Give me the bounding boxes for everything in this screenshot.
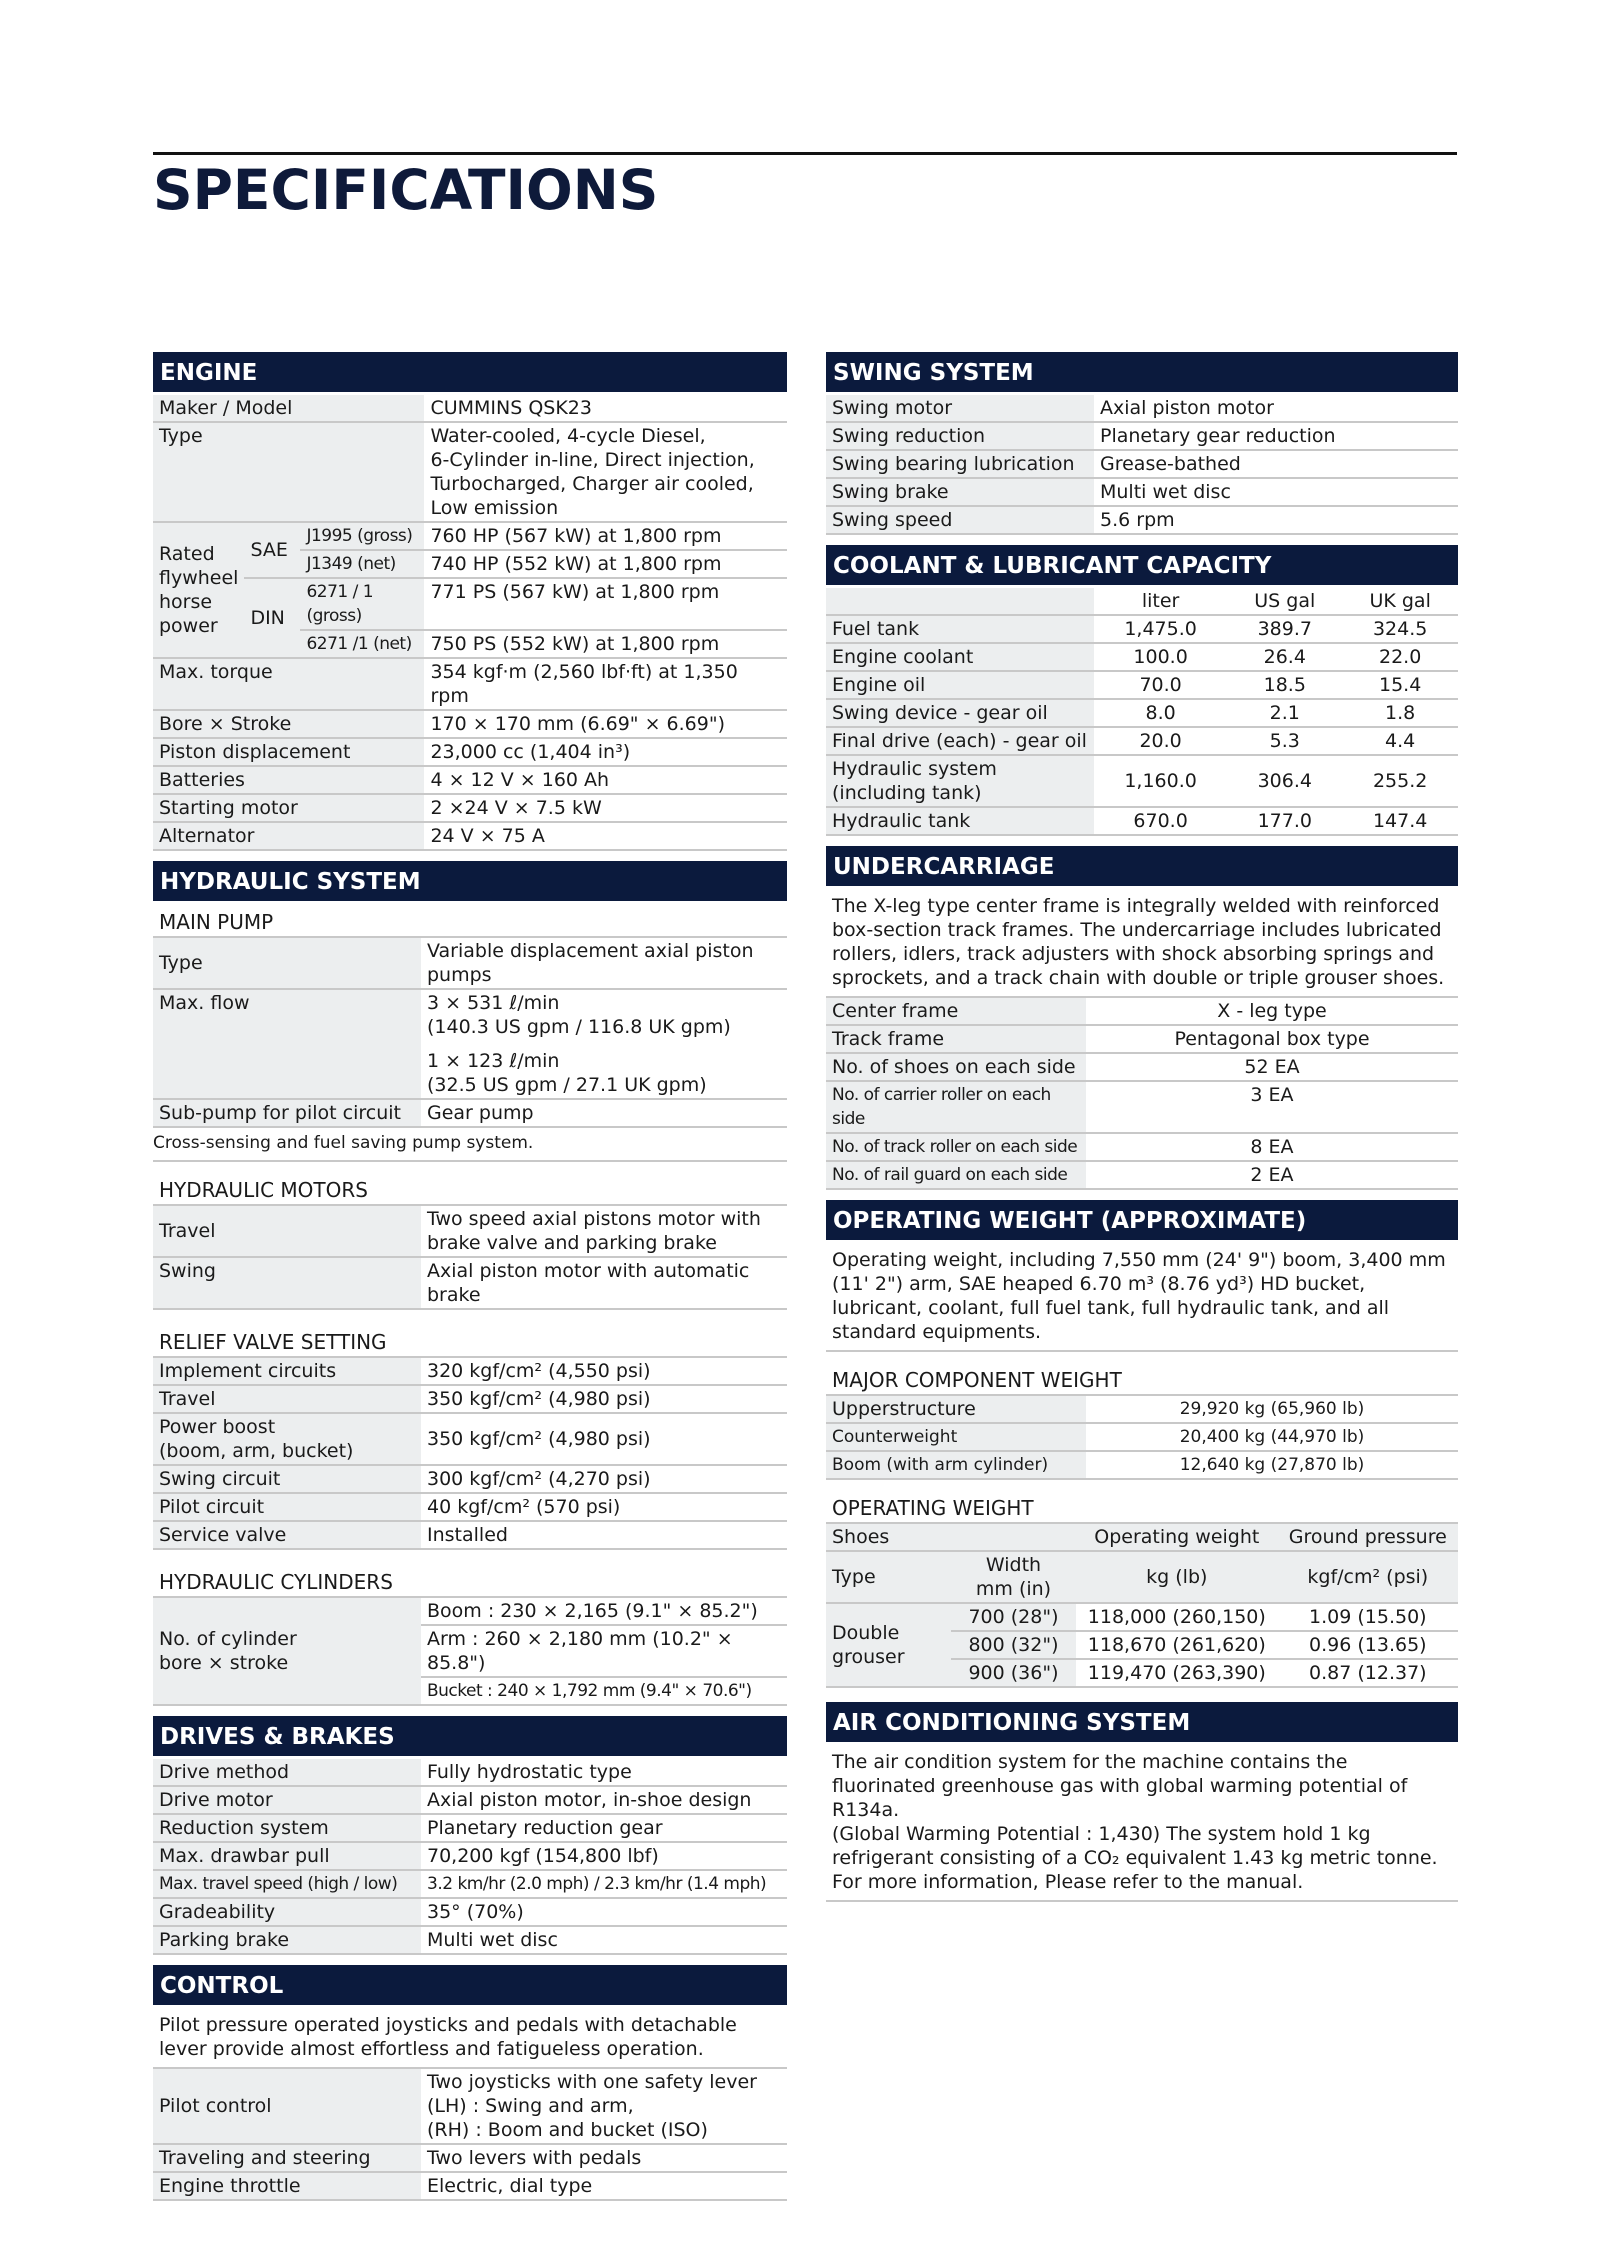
operating-weight-table (826, 1524, 1458, 1688)
cell: 1.8 (1342, 699, 1458, 727)
spec-label: Starting motor (153, 794, 424, 822)
right-column (826, 352, 1458, 1902)
cylinders-table (153, 1598, 787, 1706)
spec-label: Bore × Stroke (153, 710, 424, 738)
cell: 5.3 (1227, 727, 1342, 755)
spec-label: Engine coolant (826, 643, 1094, 671)
col-header: kgf/cm² (psi) (1278, 1551, 1458, 1603)
top-rule (153, 152, 1457, 155)
spec-label: Final drive (each) - gear oil (826, 727, 1094, 755)
spec-label: Gradeability (153, 1898, 421, 1926)
cell: 306.4 (1227, 755, 1342, 807)
cell: 15.4 (1342, 671, 1458, 699)
spec-value: 20,400 kg (44,970 lb) (1086, 1423, 1458, 1451)
undercarriage-header: UNDERCARRIAGE (826, 846, 1458, 886)
spec-value: 170 × 170 mm (6.69" × 6.69") (424, 710, 787, 738)
spec-label: Sub-pump for pilot circuit (153, 1099, 421, 1127)
col-header: Type (826, 1551, 951, 1603)
spec-value: 2 ×24 V × 7.5 kW (424, 794, 787, 822)
spec-value: 52 EA (1086, 1053, 1458, 1081)
spec-label: Max. flow (153, 989, 421, 1099)
cell: 177.0 (1227, 807, 1342, 835)
cell: 20.0 (1094, 727, 1227, 755)
col-header: kg (lb) (1076, 1551, 1278, 1603)
page-title: SPECIFICATIONS (153, 158, 659, 222)
pump-note: Cross-sensing and fuel saving pump system. (153, 1128, 787, 1162)
spec-label: Drive method (153, 1759, 421, 1786)
spec-value: 24 V × 75 A (424, 822, 787, 850)
spec-value: Fully hydrostatic type (421, 1759, 787, 1786)
spec-value: Multi wet disc (1094, 478, 1458, 506)
spec-value: Gear pump (421, 1099, 787, 1127)
spec-label: Swing circuit (153, 1465, 421, 1493)
motors-table (153, 1206, 787, 1310)
power-std: 6271 /1 (net) (300, 630, 424, 658)
main-pump-title: MAIN PUMP (153, 904, 787, 938)
power-std: J1349 (net) (300, 550, 424, 578)
spec-value: 350 kgf/cm² (4,980 psi) (421, 1413, 787, 1465)
spec-label: Swing motor (826, 395, 1094, 422)
spec-label: Center frame (826, 998, 1086, 1025)
spec-label: Engine throttle (153, 2172, 421, 2200)
spec-value: 8 EA (1086, 1133, 1458, 1161)
cell: 1,475.0 (1094, 615, 1227, 643)
cell: 118,000 (260,150) (1076, 1603, 1278, 1631)
spec-label: Swing device - gear oil (826, 699, 1094, 727)
cell: 119,470 (263,390) (1076, 1659, 1278, 1687)
spec-value: Multi wet disc (421, 1926, 787, 1954)
spec-label: Alternator (153, 822, 424, 850)
relief-table (153, 1358, 787, 1550)
undercarriage-description: The X-leg type center frame is integrally welded with reinforced box-section track frames. The undercarriage includes lubricated rollers, idlers, track adjusters with shock absorbing springs and sprockets, and a track chain with double or triple grouser shoes. (826, 889, 1458, 998)
spec-value: 354 kgf·m (2,560 lbf·ft) at 1,350 rpm (424, 658, 787, 710)
spec-value: 3 EA (1086, 1081, 1458, 1133)
coolant-header: COOLANT & LUBRICANT CAPACITY (826, 545, 1458, 585)
cell: 2.1 (1227, 699, 1342, 727)
engine-type-value: Water-cooled, 4-cycle Diesel, 6-Cylinder in-line, Direct injection, Turbocharged, Charger air cooled, Low emission (424, 422, 787, 522)
spec-label: Pilot circuit (153, 1493, 421, 1521)
cylinder-value: Bucket : 240 × 1,792 mm (9.4" × 70.6") (421, 1677, 787, 1705)
cell: 389.7 (1227, 615, 1342, 643)
drives-header: DRIVES & BRAKES (153, 1716, 787, 1756)
spec-value: Electric, dial type (421, 2172, 787, 2200)
cell: 22.0 (1342, 643, 1458, 671)
cell: 26.4 (1227, 643, 1342, 671)
spec-value: Two speed axial pistons motor with brake valve and parking brake (421, 1206, 787, 1257)
cylinder-value: Arm : 260 × 2,180 mm (10.2" × 85.8") (421, 1625, 787, 1677)
spec-label: Swing (153, 1257, 421, 1309)
spec-value: 40 kgf/cm² (570 psi) (421, 1493, 787, 1521)
spec-value: Variable displacement axial piston pumps (421, 938, 787, 989)
shoe-type: Double grouser (826, 1603, 951, 1687)
spec-value: 350 kgf/cm² (4,980 psi) (421, 1385, 787, 1413)
swing-table (826, 395, 1458, 535)
max-flow-value: 3 × 531 ℓ/min (140.3 US gpm / 116.8 UK gpm) 1 × 123 ℓ/min (32.5 US gpm / 27.1 UK gpm) (421, 989, 787, 1099)
engine-type-label: Type (153, 422, 424, 522)
spec-label: Engine oil (826, 671, 1094, 699)
cylinder-value: Boom : 230 × 2,165 (9.1" × 85.2") (421, 1598, 787, 1625)
cell: 0.96 (13.65) (1278, 1631, 1458, 1659)
power-value: 771 PS (567 kW) at 1,800 rpm (424, 578, 787, 630)
spec-label: Hydraulic system (including tank) (826, 755, 1094, 807)
spec-label: Upperstructure (826, 1396, 1086, 1423)
spec-label: Swing speed (826, 506, 1094, 534)
spec-value: 4 × 12 V × 160 Ah (424, 766, 787, 794)
rated-power-label: Rated flywheel horse power (153, 522, 244, 658)
main-pump-table (153, 938, 787, 1128)
cell: 1,160.0 (1094, 755, 1227, 807)
spec-label: Type (153, 938, 421, 989)
cell: 900 (36") (951, 1659, 1076, 1687)
control-header: CONTROL (153, 1965, 787, 2005)
spec-value: Grease-bathed (1094, 450, 1458, 478)
cell: 147.4 (1342, 807, 1458, 835)
spec-label: Batteries (153, 766, 424, 794)
spec-label: Travel (153, 1385, 421, 1413)
spec-label: Swing brake (826, 478, 1094, 506)
engine-table (153, 395, 787, 851)
spec-label: Implement circuits (153, 1358, 421, 1385)
control-table (153, 2069, 787, 2201)
spec-label: Reduction system (153, 1814, 421, 1842)
operating-weight-title: OPERATING WEIGHT (826, 1490, 1458, 1524)
spec-value: Two levers with pedals (421, 2144, 787, 2172)
cell: 800 (32") (951, 1631, 1076, 1659)
spec-value: 23,000 cc (1,404 in³) (424, 738, 787, 766)
spec-value: Planetary reduction gear (421, 1814, 787, 1842)
power-value: 750 PS (552 kW) at 1,800 rpm (424, 630, 787, 658)
spec-value: Axial piston motor, in-shoe design (421, 1786, 787, 1814)
spec-label: Max. travel speed (high / low) (153, 1870, 421, 1898)
spec-value: 3.2 km/hr (2.0 mph) / 2.3 km/hr (1.4 mph) (421, 1870, 787, 1898)
spec-value: 12,640 kg (27,870 lb) (1086, 1451, 1458, 1479)
cell: 4.4 (1342, 727, 1458, 755)
relief-title: RELIEF VALVE SETTING (153, 1324, 787, 1358)
spec-label: Swing bearing lubrication (826, 450, 1094, 478)
cell: 18.5 (1227, 671, 1342, 699)
spec-label: No. of shoes on each side (826, 1053, 1086, 1081)
coolant-table (826, 588, 1458, 836)
undercarriage-table (826, 998, 1458, 1190)
cell: 0.87 (12.37) (1278, 1659, 1458, 1687)
engine-maker-value: CUMMINS QSK23 (424, 395, 787, 422)
swing-header: SWING SYSTEM (826, 352, 1458, 392)
unit-header: liter (1094, 588, 1227, 615)
spec-value: 2 EA (1086, 1161, 1458, 1189)
cell: 670.0 (1094, 807, 1227, 835)
major-component-title: MAJOR COMPONENT WEIGHT (826, 1362, 1458, 1396)
spec-label: Swing reduction (826, 422, 1094, 450)
spec-label: No. of track roller on each side (826, 1133, 1086, 1161)
power-std: J1995 (gross) (300, 522, 424, 550)
spec-label: Traveling and steering (153, 2144, 421, 2172)
drives-table (153, 1759, 787, 1955)
spec-value: Installed (421, 1521, 787, 1549)
unit-header: UK gal (1342, 588, 1458, 615)
cell: 118,670 (261,620) (1076, 1631, 1278, 1659)
spec-value: Axial piston motor (1094, 395, 1458, 422)
spec-value: Pentagonal box type (1086, 1025, 1458, 1053)
spec-value: 70,200 kgf (154,800 lbf) (421, 1842, 787, 1870)
spec-label: Max. drawbar pull (153, 1842, 421, 1870)
col-header: Shoes (826, 1524, 1076, 1551)
spec-value: 35° (70%) (421, 1898, 787, 1926)
spec-value: 29,920 kg (65,960 lb) (1086, 1396, 1458, 1423)
operating-weight-header: OPERATING WEIGHT (APPROXIMATE) (826, 1200, 1458, 1240)
spec-label: No. of rail guard on each side (826, 1161, 1086, 1189)
left-column (153, 352, 787, 2201)
spec-label: Travel (153, 1206, 421, 1257)
control-description: Pilot pressure operated joysticks and pedals with detachable lever provide almost effortless and fatigueless operation. (153, 2008, 787, 2069)
cell: 8.0 (1094, 699, 1227, 727)
cell: 324.5 (1342, 615, 1458, 643)
spec-value: 300 kgf/cm² (4,270 psi) (421, 1465, 787, 1493)
cell: 100.0 (1094, 643, 1227, 671)
cylinders-title: HYDRAULIC CYLINDERS (153, 1564, 787, 1598)
cell: 1.09 (15.50) (1278, 1603, 1458, 1631)
spec-label: Track frame (826, 1025, 1086, 1053)
spec-label: Counterweight (826, 1423, 1086, 1451)
spec-label: Service valve (153, 1521, 421, 1549)
power-value: 740 HP (552 kW) at 1,800 rpm (424, 550, 787, 578)
spec-value: 320 kgf/cm² (4,550 psi) (421, 1358, 787, 1385)
motors-title: HYDRAULIC MOTORS (153, 1172, 787, 1206)
spec-label: Power boost (boom, arm, bucket) (153, 1413, 421, 1465)
hydraulic-header: HYDRAULIC SYSTEM (153, 861, 787, 901)
spec-label: Pilot control (153, 2069, 421, 2144)
aircon-description: The air condition system for the machine contains the fluorinated greenhouse gas with global warming potential of R134a. (Global Warming Potential : 1,430) The system hold 1 kg refrigerant consisting of a CO₂ equivalent 1.43 kg metric tonne. For more information, Please refer to the manual. (826, 1745, 1458, 1902)
col-header: Ground pressure (1278, 1524, 1458, 1551)
spec-label: Hydraulic tank (826, 807, 1094, 835)
operating-weight-description: Operating weight, including 7,550 mm (24' 9") boom, 3,400 mm (11' 2") arm, SAE heaped 6.70 m³ (8.76 yd³) HD bucket, lubricant, coolant, full fuel tank, full hydraulic tank, and all standard equipments. (826, 1243, 1458, 1352)
major-component-table (826, 1396, 1458, 1480)
power-std: 6271 / 1 (gross) (300, 578, 424, 630)
spec-value: X - leg type (1086, 998, 1458, 1025)
spec-label: No. of cylinder bore × stroke (153, 1598, 421, 1705)
col-header: Operating weight (1076, 1524, 1278, 1551)
sae-label: SAE (244, 522, 300, 578)
spec-label: Fuel tank (826, 615, 1094, 643)
din-label: DIN (244, 578, 300, 658)
unit-header: US gal (1227, 588, 1342, 615)
spec-label: Boom (with arm cylinder) (826, 1451, 1086, 1479)
spec-label: No. of carrier roller on each side (826, 1081, 1086, 1133)
spec-label: Max. torque (153, 658, 424, 710)
power-value: 760 HP (567 kW) at 1,800 rpm (424, 522, 787, 550)
cell: 700 (28") (951, 1603, 1076, 1631)
engine-header: ENGINE (153, 352, 787, 392)
spec-label: Piston displacement (153, 738, 424, 766)
cell: 70.0 (1094, 671, 1227, 699)
spec-label: Parking brake (153, 1926, 421, 1954)
cell: 255.2 (1342, 755, 1458, 807)
spec-value: Two joysticks with one safety lever (LH) : Swing and arm, (RH) : Boom and bucket (ISO) (421, 2069, 787, 2144)
engine-maker-label: Maker / Model (153, 395, 424, 422)
spec-value: 5.6 rpm (1094, 506, 1458, 534)
aircon-header: AIR CONDITIONING SYSTEM (826, 1702, 1458, 1742)
spec-value: Planetary gear reduction (1094, 422, 1458, 450)
col-header: Width mm (in) (951, 1551, 1076, 1603)
spec-value: Axial piston motor with automatic brake (421, 1257, 787, 1309)
spec-label: Drive motor (153, 1786, 421, 1814)
